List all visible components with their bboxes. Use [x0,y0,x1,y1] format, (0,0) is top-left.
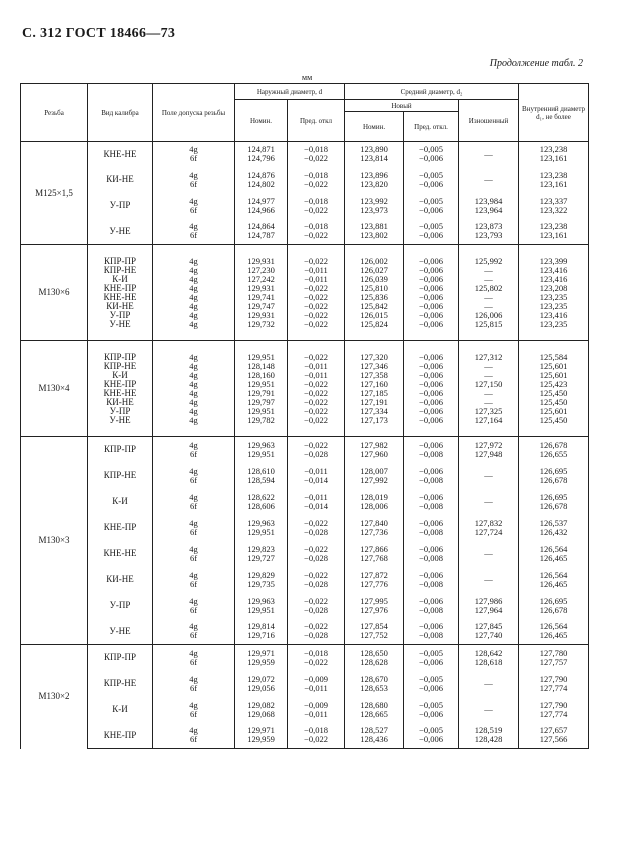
table-row [21,567,589,593]
cell-worn: 123,984 123,964 [459,193,519,219]
cell-d-nom: 124,977 124,966 [235,193,288,219]
cell-d2-dev: −0,006 −0,008 [404,437,459,463]
cell-d-dev: −0,011 −0,014 [288,489,345,515]
cell-d2-dev: −0,006 −0,008 [404,567,459,593]
table-row [21,619,589,645]
col-pitch-nom: Номин. [345,112,404,142]
gauge-type: КНЕ-НЕ [88,541,153,567]
cell-d-nom: 128,622 128,606 [235,489,288,515]
gauge-type: У-НЕ [88,219,153,245]
cell-d1: 126,695 126,678 [519,463,589,489]
gauge-type: КПР-ПР КПР-НЕ К-И КНЕ-ПР КНЕ-НЕ КИ-НЕ У-ПР У-НЕ [88,341,153,437]
thread-designation: М125×1,5 [21,142,88,245]
cell-d-dev: −0,022 −0,028 [288,541,345,567]
cell-d-dev: −0,018 −0,022 [288,193,345,219]
gauge-type: К-И [88,697,153,723]
cell-d2-dev: −0,005 −0,006 [404,142,459,167]
cell-d-nom: 124,871 124,796 [235,142,288,167]
gauge-type: КИ-НЕ [88,567,153,593]
gauge-type: КНЕ-ПР [88,723,153,749]
cell-d-dev: −0,018 −0,022 [288,723,345,749]
gauge-type: КИ-НЕ [88,167,153,193]
cell-d-nom: 124,864 124,787 [235,219,288,245]
cell-d2-nom: 128,527 128,436 [345,723,404,749]
cell-d-dev: −0,009 −0,011 [288,671,345,697]
cell-d-nom: 129,951 128,148 128,160 129,951 129,791 129,797 129,951 129,782 [235,341,288,437]
cell-d-nom: 129,829 129,735 [235,567,288,593]
table-row [21,219,589,245]
cell-d1: 123,238 123,161 [519,142,589,167]
cell-worn: 127,845 127,740 [459,619,519,645]
thread-designation: М130×4 [21,341,88,437]
cell-d2-nom: 123,896 123,820 [345,167,404,193]
cell-worn: 127,986 127,964 [459,593,519,619]
col-outer-diameter: Наружный диаметр, d [235,84,345,100]
cell-tol: 4g 6f [153,437,235,463]
unit-label: мм [302,73,313,82]
table-row [21,193,589,219]
cell-worn: 128,642 128,618 [459,645,519,671]
cell-worn: 127,832 127,724 [459,515,519,541]
cell-d1: 127,790 127,774 [519,697,589,723]
cell-d1: 123,238 123,161 [519,219,589,245]
col-tolerance: Поле допуска резьбы [153,84,235,142]
col-worn: Изношенный [459,100,519,142]
thread-designation: М130×6 [21,245,88,341]
cell-tol: 4g 6f [153,463,235,489]
cell-d1: 123,238 123,161 [519,167,589,193]
cell-d-nom: 124,876 124,802 [235,167,288,193]
cell-tol: 4g 6f [153,219,235,245]
cell-d1: 126,564 126,465 [519,567,589,593]
cell-tol: 4g 4g 4g 4g 4g 4g 4g 4g [153,245,235,341]
cell-d-nom: 129,823 129,727 [235,541,288,567]
table-row [21,697,589,723]
cell-d2-nom: 127,320 127,346 127,358 127,160 127,185 127,191 127,334 127,173 [345,341,404,437]
cell-d2-nom: 123,881 123,802 [345,219,404,245]
cell-d2-nom: 127,995 127,976 [345,593,404,619]
cell-d2-dev: −0,005 −0,006 [404,697,459,723]
cell-tol: 4g 6f [153,541,235,567]
cell-tol: 4g 4g 4g 4g 4g 4g 4g 4g [153,341,235,437]
col-outer-dev: Пред. откл [288,100,345,142]
cell-d2-dev: −0,005 −0,006 [404,645,459,671]
cell-d2-nom: 128,680 128,665 [345,697,404,723]
cell-d-dev: −0,022 −0,028 [288,619,345,645]
col-new: Новый [345,100,459,112]
cell-d1: 123,337 123,322 [519,193,589,219]
cell-d2-nom: 127,982 127,960 [345,437,404,463]
page-header: С. 312 ГОСТ 18466—73 [22,26,176,41]
cell-d2-dev: −0,005 −0,006 [404,193,459,219]
cell-d1: 126,678 126,655 [519,437,589,463]
cell-d2-nom: 127,872 127,776 [345,567,404,593]
col-outer-nom: Номин. [235,100,288,142]
cell-d1: 126,695 126,678 [519,593,589,619]
cell-d-nom: 129,963 129,951 [235,437,288,463]
table-row [21,515,589,541]
table-row [21,593,589,619]
cell-d-dev: −0,018 −0,022 [288,645,345,671]
cell-worn: — [459,167,519,193]
cell-d2-dev: −0,005 −0,006 [404,723,459,749]
col-inner-diameter: Внутренний диаметр d₁, не более [519,84,589,142]
cell-d1: 125,584 125,601 125,601 125,423 125,450 125,450 125,601 125,450 [519,341,589,437]
cell-d-nom: 128,610 128,594 [235,463,288,489]
gauge-type: КПР-ПР [88,645,153,671]
cell-d-nom: 129,072 129,056 [235,671,288,697]
cell-d-nom: 129,963 129,951 [235,515,288,541]
cell-d-dev: −0,022 −0,011 −0,011 −0,022 −0,022 −0,022 −0,022 −0,022 [288,341,345,437]
gauge-type: КПР-ПР [88,437,153,463]
cell-d2-nom: 123,992 123,973 [345,193,404,219]
col-thread: Резьба [21,84,88,142]
cell-d1: 127,780 127,757 [519,645,589,671]
table-row [21,142,589,167]
col-pitch-diameter: Средний диаметр, d₂ [345,84,519,100]
thread-designation: М130×3 [21,437,88,645]
cell-d2-dev: −0,006 −0,008 [404,541,459,567]
cell-worn: 128,519 128,428 [459,723,519,749]
cell-tol: 4g 6f [153,193,235,219]
cell-d2-nom: 128,670 128,653 [345,671,404,697]
cell-d-nom: 129,963 129,951 [235,593,288,619]
cell-d1: 126,695 126,678 [519,489,589,515]
gauge-type: КПР-НЕ [88,463,153,489]
cell-d2-nom: 127,854 127,752 [345,619,404,645]
cell-tol: 4g 6f [153,593,235,619]
cell-tol: 4g 6f [153,697,235,723]
cell-d2-nom: 123,890 123,814 [345,142,404,167]
table-row [21,167,589,193]
table-row [21,671,589,697]
cell-d2-nom: 127,866 127,768 [345,541,404,567]
cell-d2-dev: −0,006 −0,008 [404,463,459,489]
cell-worn: — [459,567,519,593]
cell-d2-dev: −0,006 −0,008 [404,515,459,541]
tolerance-table [20,83,589,749]
cell-d-nom: 129,971 129,959 [235,723,288,749]
cell-worn: 125,992 — — 125,802 — — 126,006 125,815 [459,245,519,341]
cell-d1: 126,537 126,432 [519,515,589,541]
cell-d-nom: 129,971 129,959 [235,645,288,671]
cell-worn: 123,873 123,793 [459,219,519,245]
cell-d-dev: −0,022 −0,011 −0,011 −0,022 −0,022 −0,022 −0,022 −0,022 [288,245,345,341]
cell-tol: 4g 6f [153,515,235,541]
continuation-label: Продолжение табл. 2 [489,58,583,69]
cell-d-dev: −0,022 −0,028 [288,567,345,593]
cell-d2-dev: −0,006 −0,008 [404,489,459,515]
cell-d-nom: 129,082 129,068 [235,697,288,723]
cell-d1: 123,399 123,416 123,416 123,208 123,235 123,235 123,416 123,235 [519,245,589,341]
cell-worn: — [459,142,519,167]
cell-d-nom: 129,814 129,716 [235,619,288,645]
cell-d-dev: −0,022 −0,028 [288,515,345,541]
cell-d2-nom: 128,650 128,628 [345,645,404,671]
cell-d2-dev: −0,005 −0,006 [404,671,459,697]
table-row [21,463,589,489]
cell-d2-dev: −0,005 −0,006 [404,167,459,193]
table-row [21,245,589,341]
gauge-type: К-И [88,489,153,515]
gauge-type: КПР-ПР КПР-НЕ К-И КНЕ-ПР КНЕ-НЕ КИ-НЕ У-ПР У-НЕ [88,245,153,341]
gauge-type: КПР-НЕ [88,671,153,697]
cell-worn: — [459,697,519,723]
cell-worn: — [459,489,519,515]
cell-d2-nom: 128,019 128,006 [345,489,404,515]
cell-tol: 4g 6f [153,167,235,193]
gauge-type: КНЕ-НЕ [88,142,153,167]
col-gauge: Вид калибра [88,84,153,142]
table-row [21,541,589,567]
cell-d1: 126,564 126,465 [519,619,589,645]
cell-tol: 4g 6f [153,645,235,671]
cell-d2-dev: −0,006 −0,008 [404,619,459,645]
gauge-type: У-ПР [88,593,153,619]
cell-tol: 4g 6f [153,489,235,515]
cell-d2-dev: −0,005 −0,006 [404,219,459,245]
gauge-type: У-ПР [88,193,153,219]
table-row [21,437,589,463]
cell-tol: 4g 6f [153,619,235,645]
table-row [21,341,589,437]
cell-worn: — [459,671,519,697]
cell-d1: 127,790 127,774 [519,671,589,697]
thread-designation: М130×2 [21,645,88,749]
cell-worn: — [459,463,519,489]
cell-d-dev: −0,022 −0,028 [288,593,345,619]
cell-worn: 127,312 — — 127,150 — — 127,325 127,164 [459,341,519,437]
cell-tol: 4g 6f [153,567,235,593]
cell-d2-nom: 128,007 127,992 [345,463,404,489]
cell-d-dev: −0,018 −0,022 [288,142,345,167]
table-row [21,489,589,515]
cell-d2-dev: −0,006 −0,006 −0,006 −0,006 −0,006 −0,006 −0,006 −0,006 [404,341,459,437]
cell-d1: 126,564 126,465 [519,541,589,567]
cell-tol: 4g 6f [153,142,235,167]
cell-d-dev: −0,011 −0,014 [288,463,345,489]
table-row [21,723,589,749]
cell-d-nom: 129,931 127,230 127,242 129,931 129,741 129,747 129,931 129,732 [235,245,288,341]
cell-d2-dev: −0,006 −0,006 −0,006 −0,006 −0,006 −0,006 −0,006 −0,006 [404,245,459,341]
cell-tol: 4g 6f [153,723,235,749]
cell-worn: 127,972 127,948 [459,437,519,463]
gauge-type: У-НЕ [88,619,153,645]
cell-d2-dev: −0,006 −0,008 [404,593,459,619]
gauge-type: КНЕ-ПР [88,515,153,541]
cell-d-dev: −0,009 −0,011 [288,697,345,723]
cell-worn: — [459,541,519,567]
cell-d-dev: −0,018 −0,022 [288,167,345,193]
cell-d2-nom: 127,840 127,736 [345,515,404,541]
cell-d-dev: −0,018 −0,022 [288,219,345,245]
cell-tol: 4g 6f [153,671,235,697]
cell-d1: 127,657 127,566 [519,723,589,749]
cell-d2-nom: 126,002 126,027 126,039 125,810 125,836 125,842 126,015 125,824 [345,245,404,341]
cell-d-dev: −0,022 −0,028 [288,437,345,463]
col-pitch-dev: Пред. откл. [404,112,459,142]
table-row [21,645,589,671]
